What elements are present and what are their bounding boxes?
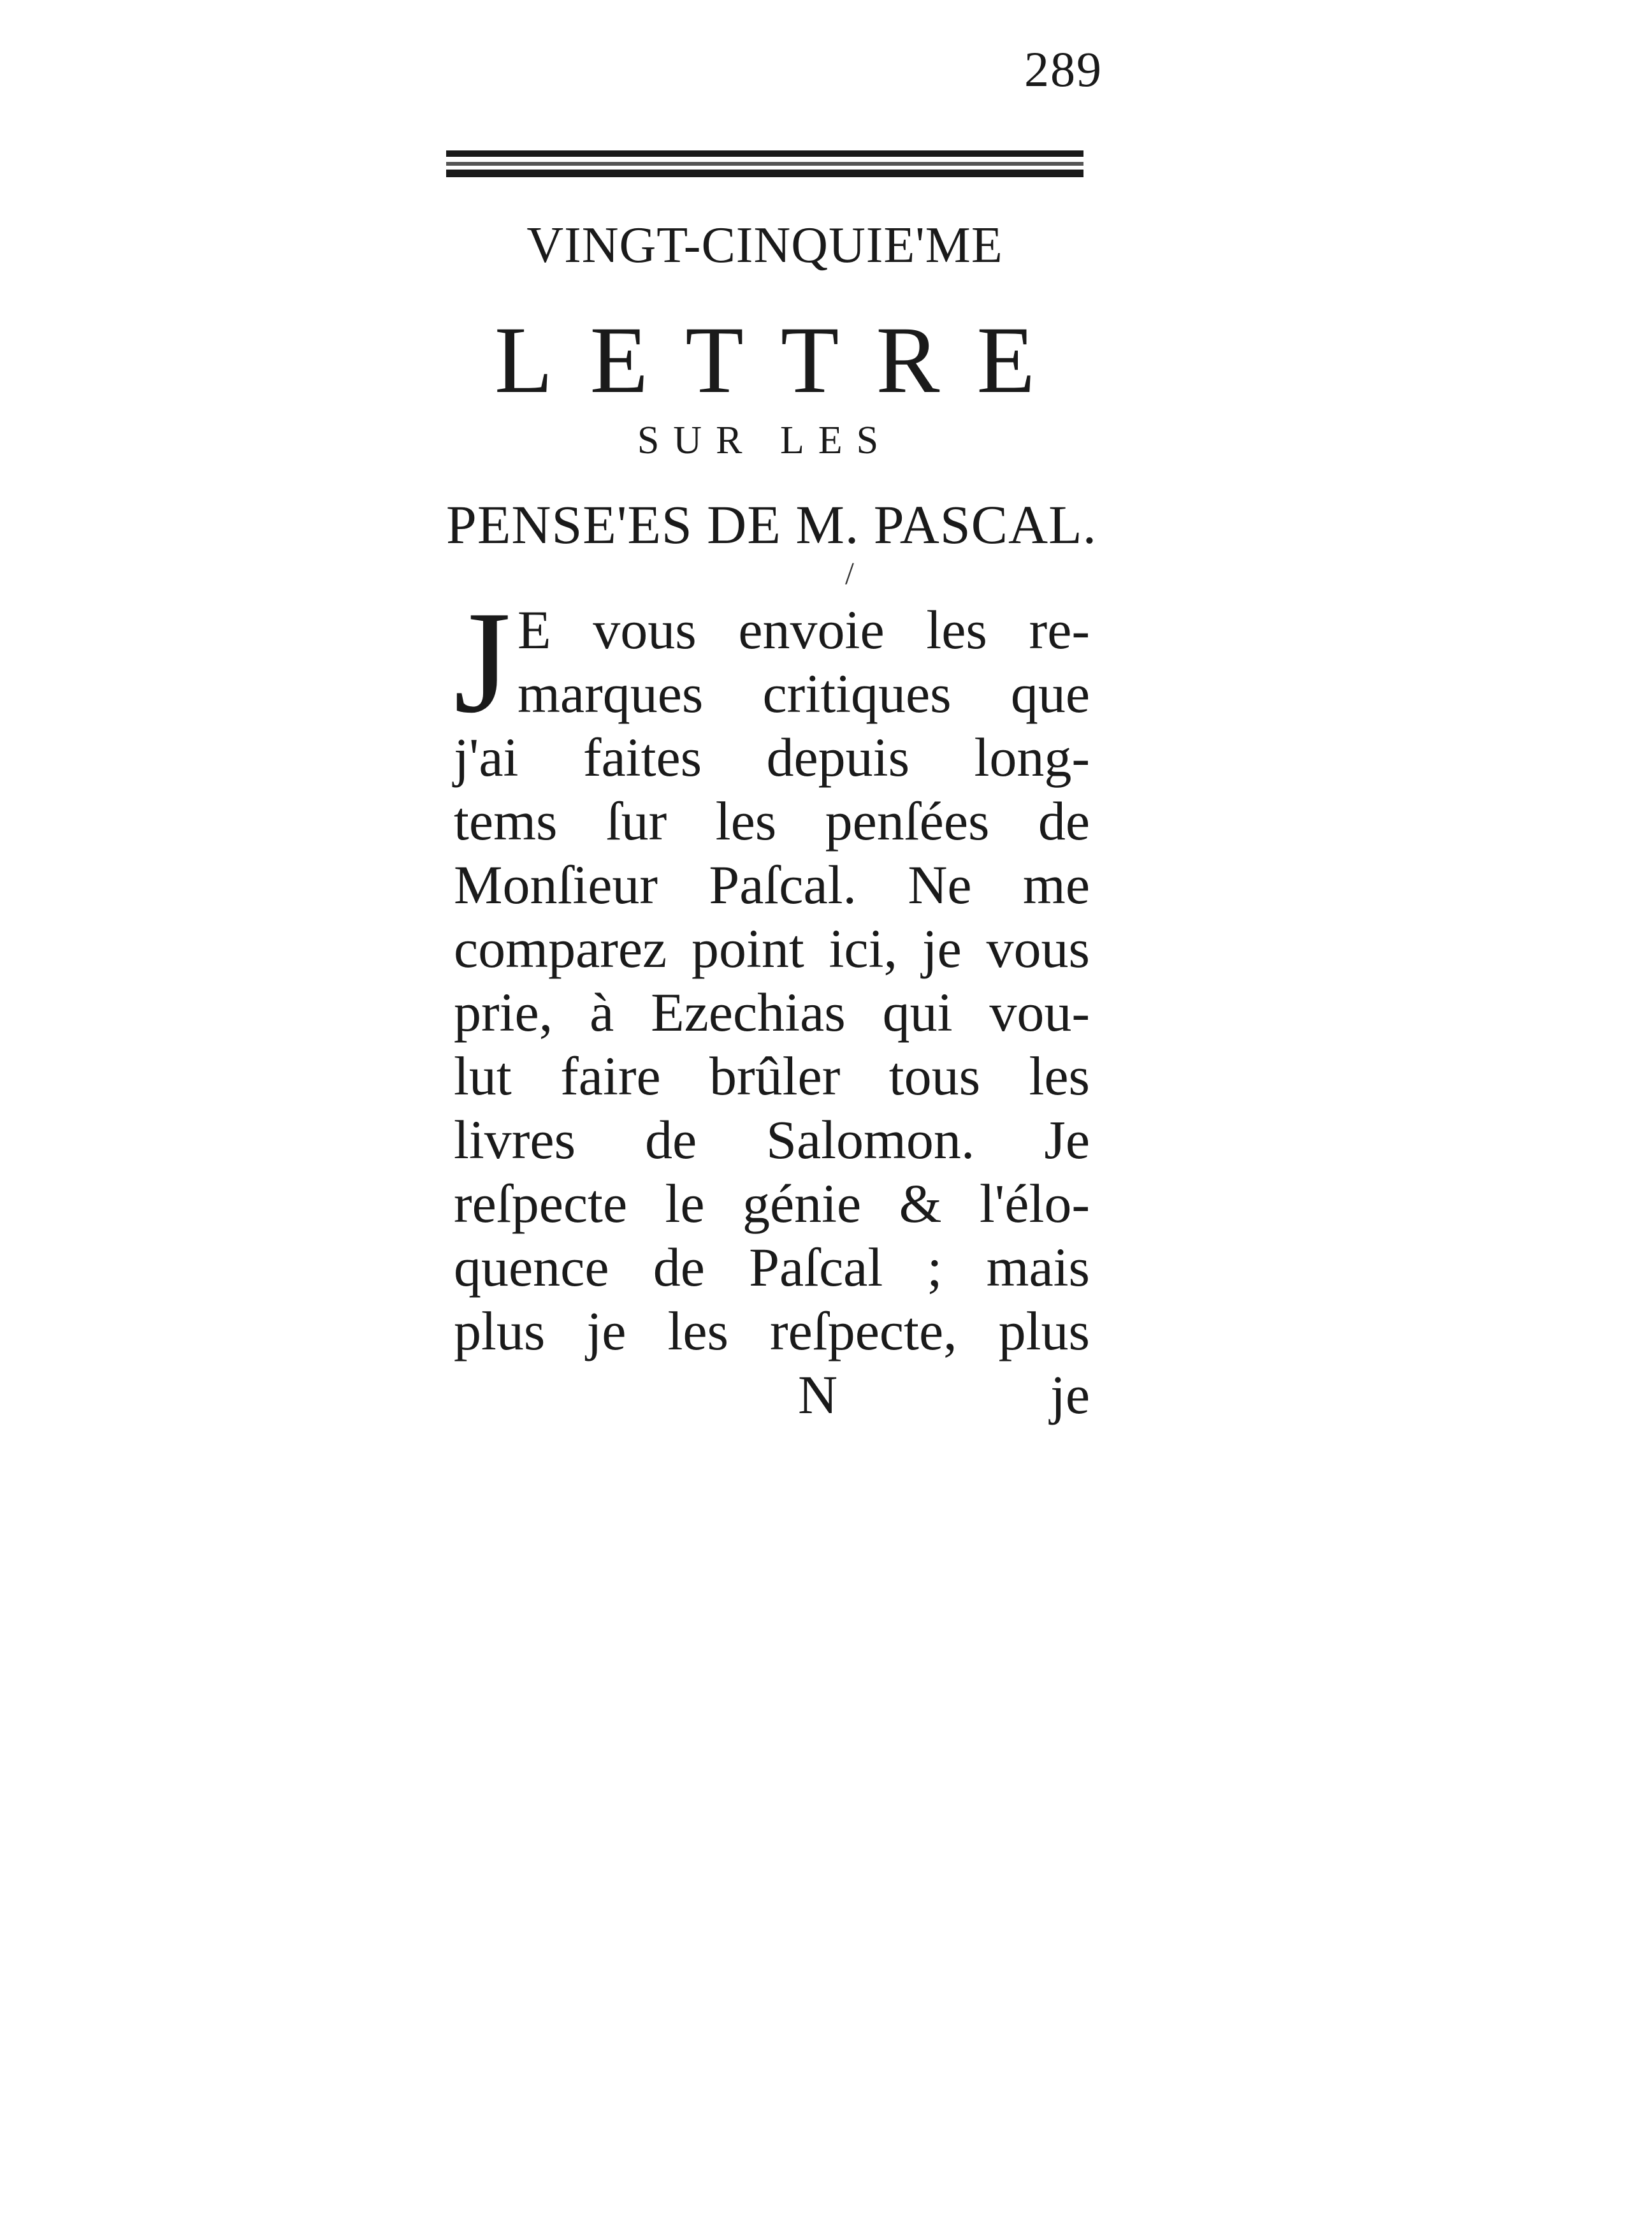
footer-line — [454, 1363, 1090, 1427]
text-line: comparez point ici, je vous — [454, 918, 1090, 979]
signature-mark: N — [798, 1364, 838, 1425]
text-line: j'ai faites depuis long- — [454, 727, 1090, 788]
heading-sur-les: SUR LES — [637, 419, 893, 462]
catchword: je — [1050, 1364, 1090, 1425]
text-line: reſpecte le génie & l'élo- — [454, 1173, 1090, 1234]
text-line: plus je les reſpecte, plus — [454, 1300, 1090, 1361]
drop-cap-block — [454, 581, 1090, 743]
letter-body — [454, 581, 1090, 1427]
drop-cap: J — [454, 581, 511, 743]
text-line: E vous envoie les re- — [518, 599, 1090, 660]
stray-ink-mark: / — [845, 555, 854, 591]
text-line: prie, à Ezechias qui vou- — [454, 982, 1090, 1043]
header-rule-top — [446, 150, 1083, 157]
page-number: 289 — [1024, 41, 1103, 97]
text-line: Monſieur Paſcal. Ne me — [454, 854, 1090, 915]
text-line: marques critiques que — [518, 663, 1090, 724]
text-line: lut faire brûler tous les — [454, 1045, 1090, 1107]
header-rule-middle — [446, 162, 1083, 166]
text-line: livres de Salomon. Je — [454, 1109, 1090, 1170]
heading-lettre: LETTRE — [494, 307, 1073, 413]
text-line: tems ſur les penſées de — [454, 790, 1090, 852]
text-line: quence de Paſcal ; mais — [454, 1237, 1090, 1298]
heading-ordinal: VINGT-CINQUIE'ME — [526, 217, 1003, 273]
header-rule-bottom — [446, 170, 1083, 177]
heading-subject: PENSE'ES DE M. PASCAL. — [446, 494, 1098, 555]
